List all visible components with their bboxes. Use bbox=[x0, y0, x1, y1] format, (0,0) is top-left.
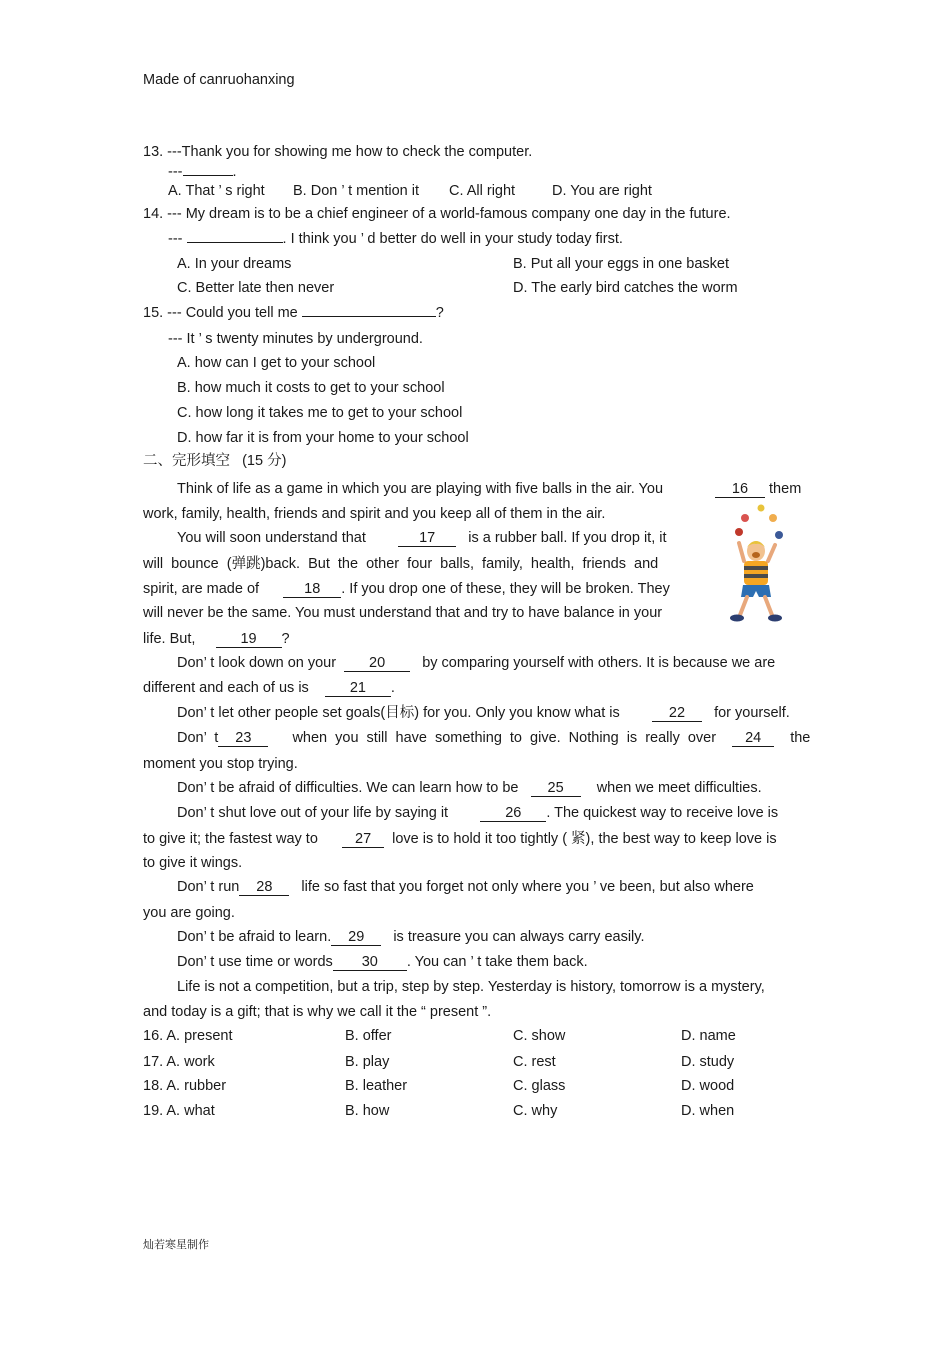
q15-question: 15. --- Could you tell me ? bbox=[143, 305, 444, 321]
passage-line: you are going. bbox=[143, 905, 235, 921]
q13-reply: --- . bbox=[168, 164, 237, 180]
q19-option-a: 19. A. what bbox=[143, 1103, 215, 1119]
passage-line: Don’ t run 28 life so fast that you forget not only where you ’ ve been, but also where bbox=[177, 879, 754, 895]
blank-20: 20 bbox=[344, 656, 410, 672]
blank-29: 29 bbox=[331, 930, 381, 946]
passage-line: Don’ t 23 when you still have something to give. Nothing is really over 24 the bbox=[177, 730, 811, 746]
q14-option-c: C. Better late then never bbox=[177, 280, 335, 296]
blank-23: 23 bbox=[218, 731, 268, 747]
blank-21: 21 bbox=[325, 681, 391, 697]
q13-question: 13. ---Thank you for showing me how to check the computer. bbox=[143, 144, 533, 160]
blank-16: 16 them bbox=[715, 480, 801, 498]
passage-line: Life is not a competition, but a trip, step by step. Yesterday is history, tomorrow is a mystery, bbox=[177, 979, 765, 995]
passage-line: Don’ t shut love out of your life by saying it 26 . The quickest way to receive love is bbox=[177, 805, 779, 821]
q17-option-b: B. play bbox=[345, 1054, 390, 1070]
q19-option-b: B. how bbox=[345, 1103, 390, 1119]
passage-line: will bounce (弹跳)back. But the other four balls, family, health, friends and bbox=[143, 556, 659, 572]
q15-option-a: A. how can I get to your school bbox=[177, 355, 376, 371]
ball-icon bbox=[769, 514, 777, 522]
passage-line: different and each of us is 21 . bbox=[143, 680, 395, 696]
passage-line: Don’ t be afraid to learn. 29 is treasure you can always carry easily. bbox=[177, 929, 645, 945]
q14-option-b: B. Put all your eggs in one basket bbox=[513, 256, 730, 272]
q15-reply: --- It ’ s twenty minutes by underground. bbox=[168, 331, 423, 347]
q18-option-a: 18. A. rubber bbox=[143, 1078, 227, 1094]
page-header: Made of canruohanxing bbox=[143, 72, 295, 88]
passage-line: Don’ t be afraid of difficulties. We can learn how to be 25 when we meet difficulties. bbox=[177, 780, 762, 796]
blank-25: 25 bbox=[531, 781, 581, 797]
q17-option-d: D. study bbox=[681, 1054, 735, 1070]
passage-line: to give it; the fastest way to 27 love is to hold it too tightly ( 紧), the best way to keep love is bbox=[143, 831, 777, 847]
q17-option-a: 17. A. work bbox=[143, 1054, 215, 1070]
blank-27: 27 bbox=[342, 832, 384, 848]
q19-option-c: C. why bbox=[513, 1103, 558, 1119]
q14-option-d: D. The early bird catches the worm bbox=[513, 280, 738, 296]
blank-17: 17 bbox=[398, 531, 456, 547]
q13-option-c: C. All right bbox=[449, 183, 516, 199]
blank-30: 30 bbox=[333, 955, 407, 971]
blank-19: 19 bbox=[216, 632, 282, 648]
passage-line: work, family, health, friends and spirit and you keep all of them in the air. bbox=[143, 506, 606, 522]
q15-option-b: B. how much it costs to get to your school bbox=[177, 380, 445, 396]
blank-18: 18 bbox=[283, 582, 341, 598]
ball-icon bbox=[775, 531, 783, 539]
q14-reply: --- . I think you ’ d better do well in your study today first. bbox=[168, 231, 623, 247]
passage-line: life. But, 19 ? bbox=[143, 631, 290, 647]
passage-line: Don’ t let other people set goals(目标) for you. Only you know what is 22 for yourself. bbox=[177, 705, 790, 721]
passage-line: Think of life as a game in which you are playing with five balls in the air. You bbox=[177, 481, 664, 497]
q17-option-c: C. rest bbox=[513, 1054, 556, 1070]
passage-line: Don’ t use time or words 30 . You can ’ t take them back. bbox=[177, 954, 588, 970]
passage-line: and today is a gift; that is why we call it the “ present ”. bbox=[143, 1004, 492, 1020]
blank-28: 28 bbox=[239, 880, 289, 896]
q13-option-a: A. That ’ s right bbox=[168, 183, 265, 199]
q18-option-b: B. leather bbox=[345, 1078, 408, 1094]
blank-26: 26 bbox=[480, 806, 546, 822]
juggler-illustration-icon bbox=[722, 503, 792, 625]
q16-option-c: C. show bbox=[513, 1028, 566, 1044]
q14-question: 14. --- My dream is to be a chief engineer of a world-famous company one day in the future. bbox=[143, 206, 731, 222]
q15-option-c: C. how long it takes me to get to your school bbox=[177, 405, 463, 421]
blank-24: 24 bbox=[732, 731, 774, 747]
passage-line: moment you stop trying. bbox=[143, 756, 298, 772]
passage-line: will never be the same. You must understand that and try to have balance in your bbox=[143, 605, 663, 621]
passage-line: Don’ t look down on your 20 by comparing yourself with others. It is because we are bbox=[177, 655, 776, 671]
ball-icon bbox=[741, 514, 749, 522]
q16-option-d: D. name bbox=[681, 1028, 736, 1044]
q13-option-b: B. Don ’ t mention it bbox=[293, 183, 419, 199]
q14-option-a: A. In your dreams bbox=[177, 256, 292, 272]
page-footer: 灿若寒星制作 bbox=[143, 1238, 209, 1251]
passage-line: to give it wings. bbox=[143, 855, 243, 871]
q19-option-d: D. when bbox=[681, 1103, 735, 1119]
ball-icon bbox=[735, 528, 743, 536]
ball-icon bbox=[758, 505, 765, 512]
q18-option-d: D. wood bbox=[681, 1078, 735, 1094]
q18-option-c: C. glass bbox=[513, 1078, 566, 1094]
section-title: 二、完形填空 (15 分) bbox=[143, 453, 287, 469]
passage-line: spirit, are made of 18 . If you drop one of these, they will be broken. They bbox=[143, 581, 670, 597]
passage-line: You will soon understand that 17 is a rubber ball. If you drop it, it bbox=[177, 530, 667, 546]
q13-option-d: D. You are right bbox=[552, 183, 652, 199]
q16-option-b: B. offer bbox=[345, 1028, 392, 1044]
blank-22: 22 bbox=[652, 706, 702, 722]
q15-option-d: D. how far it is from your home to your school bbox=[177, 430, 469, 446]
q16-option-a: 16. A. present bbox=[143, 1028, 233, 1044]
